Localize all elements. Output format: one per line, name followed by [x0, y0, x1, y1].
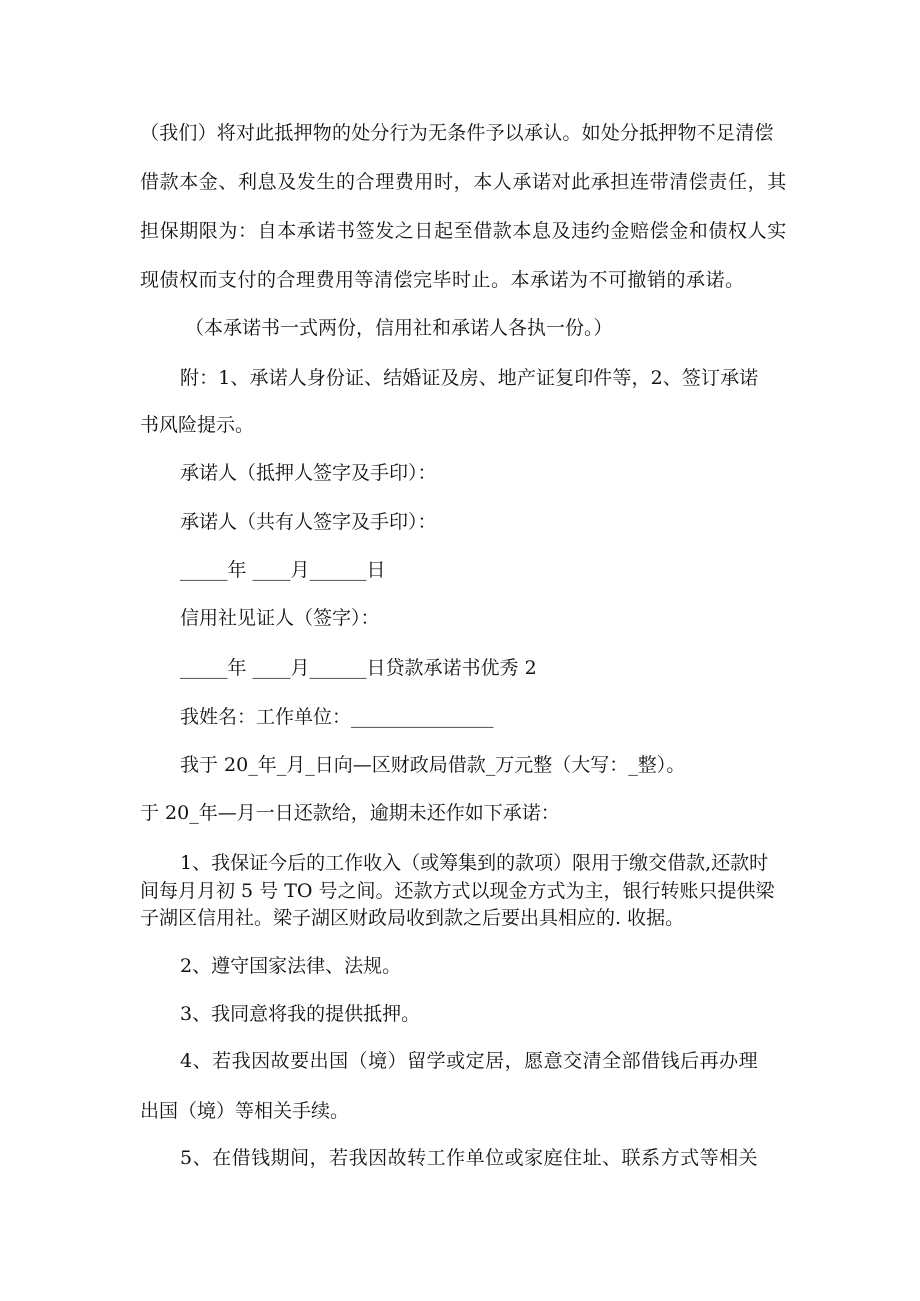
paragraph-line-3: 担保期限为：自本承诺书签发之日起至借款本息及违约金赔偿金和债权人实 [140, 220, 787, 242]
attachment-line-1: 附：1、承诺人身份证、结婚证及房、地产证复印件等，2、签订承诺 [180, 367, 759, 389]
attachment-line-2: 书风险提示。 [140, 414, 255, 436]
clause-5-line-1: 5、在借钱期间，若我因故转工作单位或家庭住址、联系方式等相关 [180, 1147, 759, 1169]
name-work-unit-line: 我姓名：工作单位：_______________ [180, 706, 494, 728]
clause-2: 2、遵守国家法律、法规。 [180, 955, 402, 977]
clause-4-line-1: 4、若我因故要出国（境）留学或定居，愿意交清全部借钱后再办理 [180, 1050, 759, 1072]
clause-3: 3、我同意将我的提供抵押。 [180, 1003, 421, 1025]
co-owner-signature-line: 承诺人（共有人签字及手印）： [180, 511, 437, 533]
clause-4-line-2: 出国（境）等相关手续。 [140, 1100, 350, 1122]
copies-note: （本承诺书一式两份，信用社和承诺人各执一份。） [185, 317, 613, 339]
loan-statement: 我于 20_年_月_日向—区财政局借款_万元整（大写：_整）。 [180, 754, 686, 776]
clause-1-line-2: 间每月月初 5 号 TO 号之间。还款方式以现金方式为主，银行转账只提供梁 [140, 880, 775, 902]
clause-1-line-1: 1、我保证今后的工作收入（或筹集到的款项）限用于缴交借款,还款时 [180, 852, 769, 874]
paragraph-line-4: 现债权而支付的合理费用等清偿完毕时止。本承诺为不可撤销的承诺。 [140, 269, 745, 291]
clause-1-line-3: 子湖区信用社。梁子湖区财政局收到款之后要出具相应的. 收据。 [140, 907, 685, 929]
promisor-signature-line: 承诺人（抵押人签字及手印）： [180, 462, 437, 484]
date-line-1: _____年 ____月______日 [180, 559, 386, 581]
paragraph-line-2: 借款本金、利息及发生的合理费用时，本人承诺对此承担连带清偿责任，其 [140, 171, 787, 193]
date-line-2: _____年 ____月______日贷款承诺书优秀 2 [180, 657, 537, 679]
witness-signature-line: 信用社见证人（签字）： [180, 607, 380, 629]
repayment-statement: 于 20_年—月一日还款给，逾期未还作如下承诺： [140, 802, 560, 824]
paragraph-line-1: （我们）将对此抵押物的处分行为无条件予以承认。如处分抵押物不足清偿 [140, 122, 774, 144]
